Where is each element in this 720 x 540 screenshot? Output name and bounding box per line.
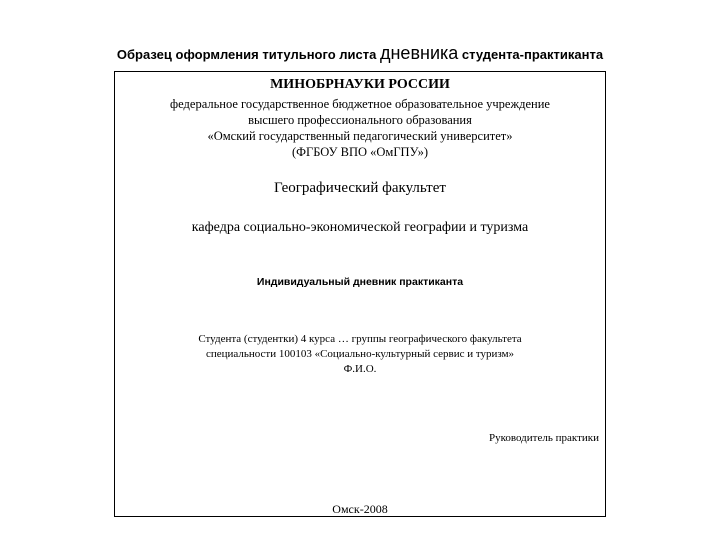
heading-part1: Образец оформления титульного листа	[116, 47, 377, 62]
city-year: Омск-2008	[332, 502, 388, 516]
ministry-name: МИНОБРНАУКИ РОССИИ	[270, 77, 450, 92]
student-line-3: Ф.И.О.	[343, 363, 377, 375]
institution-line-1: федеральное государственное бюджетное образовательное учреждение	[170, 97, 550, 111]
institution-line-4: (ФГБОУ ВПО «ОмГПУ»)	[291, 145, 429, 159]
supervisor-label: Руководитель практики	[488, 432, 599, 444]
heading-part3: студента-практиканта	[461, 47, 604, 62]
student-line-1: Студента (студентки) 4 курса … группы географического факультета	[198, 333, 522, 345]
title-page-sheet	[114, 71, 606, 517]
student-line-2: специальности 100103 «Социально-культурный сервис и туризм»	[205, 348, 515, 360]
diary-title: Индивидуальный дневник практиканта	[256, 276, 464, 288]
institution-line-3: «Омский государственный педагогический университет»	[207, 129, 513, 143]
faculty-name: Географический факультет	[274, 180, 446, 196]
heading-part2: дневника	[379, 43, 459, 63]
institution-line-2: высшего профессионального образования	[248, 113, 472, 127]
page-heading	[0, 43, 720, 64]
department-name: кафедра социально-экономической географии и туризма	[191, 220, 529, 235]
